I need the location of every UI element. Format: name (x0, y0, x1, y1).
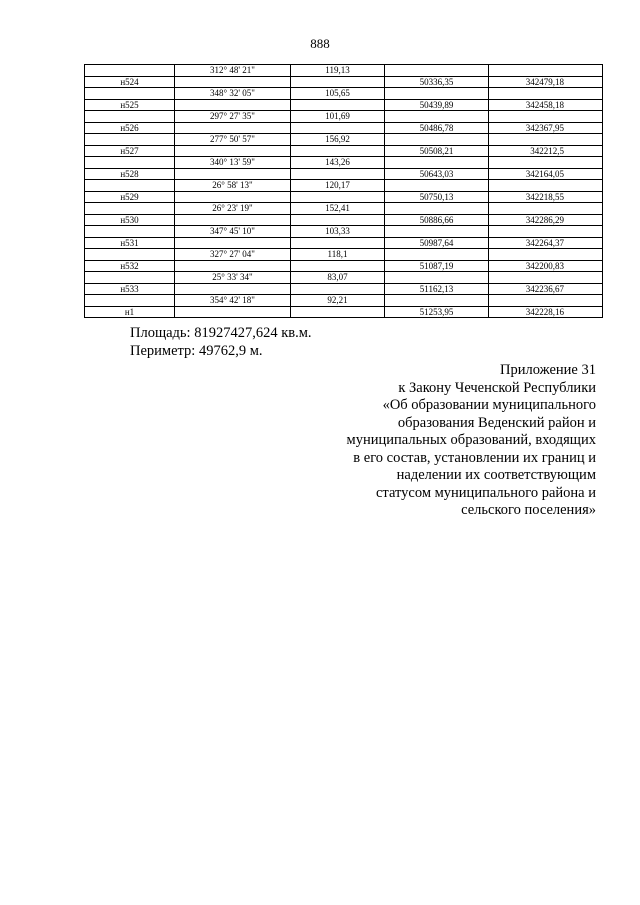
angle-cell (175, 306, 291, 318)
appendix-line: образования Веденский район и (397, 414, 596, 431)
point-cell: н529 (85, 191, 175, 203)
y-coordinate-cell (489, 157, 603, 169)
table-row (85, 260, 603, 272)
y-coordinate-cell: 342236,67 (489, 283, 603, 295)
point-cell (85, 180, 175, 192)
table-row (85, 168, 603, 180)
appendix-line: к Закону Чеченской Республики (398, 379, 596, 396)
appendix-line: «Об образовании муниципального (382, 397, 596, 413)
table-row (85, 157, 603, 169)
length-cell (291, 168, 385, 180)
point-cell: н528 (85, 168, 175, 180)
angle-cell (175, 122, 291, 134)
x-coordinate-cell (385, 134, 489, 146)
table-row (85, 237, 603, 249)
angle-cell: 327° 27' 04" (175, 249, 291, 261)
angle-cell (175, 145, 291, 157)
table-row (85, 249, 603, 261)
length-cell (291, 260, 385, 272)
point-cell: н1 (85, 306, 175, 318)
table-row (85, 272, 603, 284)
point-cell: н525 (85, 99, 175, 111)
point-cell (85, 272, 175, 284)
y-coordinate-cell (489, 65, 603, 77)
x-coordinate-cell: 50486,78 (385, 122, 489, 134)
table-row (85, 214, 603, 226)
length-cell: 152,41 (291, 203, 385, 215)
angle-cell (175, 237, 291, 249)
length-cell (291, 191, 385, 203)
length-cell (291, 76, 385, 88)
y-coordinate-cell (489, 134, 603, 146)
y-coordinate-cell: 342212,5 (489, 145, 603, 157)
y-coordinate-cell: 342164,05 (489, 168, 603, 180)
length-cell: 105,65 (291, 88, 385, 100)
length-cell: 118,1 (291, 249, 385, 261)
x-coordinate-cell: 50508,21 (385, 145, 489, 157)
appendix-line: в его состав, установлении их границ и (353, 449, 596, 466)
y-coordinate-cell: 342367,95 (489, 122, 603, 134)
length-cell: 156,92 (291, 134, 385, 146)
appendix-heading (296, 362, 596, 520)
table-row (85, 283, 603, 295)
y-coordinate-cell (489, 180, 603, 192)
x-coordinate-cell (385, 88, 489, 100)
point-cell: н524 (85, 76, 175, 88)
x-coordinate-cell: 51162,13 (385, 283, 489, 295)
angle-cell (175, 260, 291, 272)
y-coordinate-cell (489, 226, 603, 238)
table-row (85, 191, 603, 203)
table-row (85, 76, 603, 88)
length-cell: 143,26 (291, 157, 385, 169)
point-cell (85, 249, 175, 261)
table-row (85, 203, 603, 215)
angle-cell: 354° 42' 18" (175, 295, 291, 307)
coordinates-table-body (85, 65, 603, 318)
x-coordinate-cell: 50987,64 (385, 237, 489, 249)
x-coordinate-cell (385, 249, 489, 261)
table-row (85, 145, 603, 157)
point-cell: н533 (85, 283, 175, 295)
appendix-line: статусом муниципального района и (376, 484, 596, 501)
x-coordinate-cell (385, 180, 489, 192)
y-coordinate-cell: 342458,18 (489, 99, 603, 111)
y-coordinate-cell (489, 295, 603, 307)
y-coordinate-cell (489, 249, 603, 261)
point-cell (85, 295, 175, 307)
y-coordinate-cell: 342286,29 (489, 214, 603, 226)
angle-cell: 347° 45' 10" (175, 226, 291, 238)
point-cell (85, 111, 175, 123)
area-text: Площадь: 81927427,624 кв.м. (130, 325, 312, 341)
x-coordinate-cell (385, 226, 489, 238)
point-cell: н532 (85, 260, 175, 272)
appendix-line: сельского поселения» (461, 502, 596, 518)
x-coordinate-cell: 51087,19 (385, 260, 489, 272)
length-cell: 83,07 (291, 272, 385, 284)
x-coordinate-cell (385, 272, 489, 284)
point-cell (85, 88, 175, 100)
point-cell: н530 (85, 214, 175, 226)
y-coordinate-cell (489, 203, 603, 215)
appendix-line: наделении их соответствующим (396, 467, 596, 483)
length-cell (291, 283, 385, 295)
y-coordinate-cell (489, 272, 603, 284)
angle-cell: 348° 32' 05" (175, 88, 291, 100)
table-row (85, 180, 603, 192)
x-coordinate-cell (385, 203, 489, 215)
angle-cell (175, 191, 291, 203)
length-cell: 92,21 (291, 295, 385, 307)
length-cell (291, 145, 385, 157)
table-row (85, 306, 603, 318)
angle-cell (175, 214, 291, 226)
angle-cell: 25° 33' 34" (175, 272, 291, 284)
length-cell: 103,33 (291, 226, 385, 238)
coordinates-table (84, 64, 603, 318)
x-coordinate-cell: 50750,13 (385, 191, 489, 203)
table-row (85, 88, 603, 100)
table-row (85, 111, 603, 123)
appendix-line: Приложение 31 (500, 362, 596, 378)
angle-cell (175, 99, 291, 111)
length-cell (291, 306, 385, 318)
table-row (85, 65, 603, 77)
table-row (85, 122, 603, 134)
table-row (85, 295, 603, 307)
point-cell: н527 (85, 145, 175, 157)
angle-cell: 277° 50' 57" (175, 134, 291, 146)
x-coordinate-cell: 50336,35 (385, 76, 489, 88)
angle-cell: 312° 48' 21" (175, 65, 291, 77)
point-cell (85, 226, 175, 238)
point-cell (85, 134, 175, 146)
point-cell (85, 203, 175, 215)
page-number: 888 (310, 36, 330, 51)
angle-cell: 297° 27' 35" (175, 111, 291, 123)
length-cell (291, 99, 385, 111)
point-cell: н526 (85, 122, 175, 134)
table-row (85, 99, 603, 111)
length-cell (291, 237, 385, 249)
perimeter-text: Периметр: 49762,9 м. (130, 343, 263, 359)
angle-cell (175, 76, 291, 88)
angle-cell: 340° 13' 59" (175, 157, 291, 169)
x-coordinate-cell (385, 65, 489, 77)
appendix-line: муниципальных образований, входящих (346, 432, 596, 448)
length-cell (291, 122, 385, 134)
x-coordinate-cell (385, 295, 489, 307)
y-coordinate-cell (489, 111, 603, 123)
y-coordinate-cell: 342200,83 (489, 260, 603, 272)
point-cell (85, 157, 175, 169)
angle-cell: 26° 58' 13" (175, 180, 291, 192)
x-coordinate-cell: 50643,03 (385, 168, 489, 180)
x-coordinate-cell: 50439,89 (385, 99, 489, 111)
point-cell: н531 (85, 237, 175, 249)
y-coordinate-cell: 342228,16 (489, 306, 603, 318)
y-coordinate-cell: 342218,55 (489, 191, 603, 203)
angle-cell: 26° 23' 19" (175, 203, 291, 215)
x-coordinate-cell (385, 157, 489, 169)
length-cell (291, 214, 385, 226)
x-coordinate-cell: 51253,95 (385, 306, 489, 318)
angle-cell (175, 168, 291, 180)
x-coordinate-cell (385, 111, 489, 123)
angle-cell (175, 283, 291, 295)
length-cell: 120,17 (291, 180, 385, 192)
length-cell: 119,13 (291, 65, 385, 77)
table-row (85, 226, 603, 238)
y-coordinate-cell (489, 88, 603, 100)
y-coordinate-cell: 342264,37 (489, 237, 603, 249)
y-coordinate-cell: 342479,18 (489, 76, 603, 88)
length-cell: 101,69 (291, 111, 385, 123)
point-cell (85, 65, 175, 77)
x-coordinate-cell: 50886,66 (385, 214, 489, 226)
table-row (85, 134, 603, 146)
